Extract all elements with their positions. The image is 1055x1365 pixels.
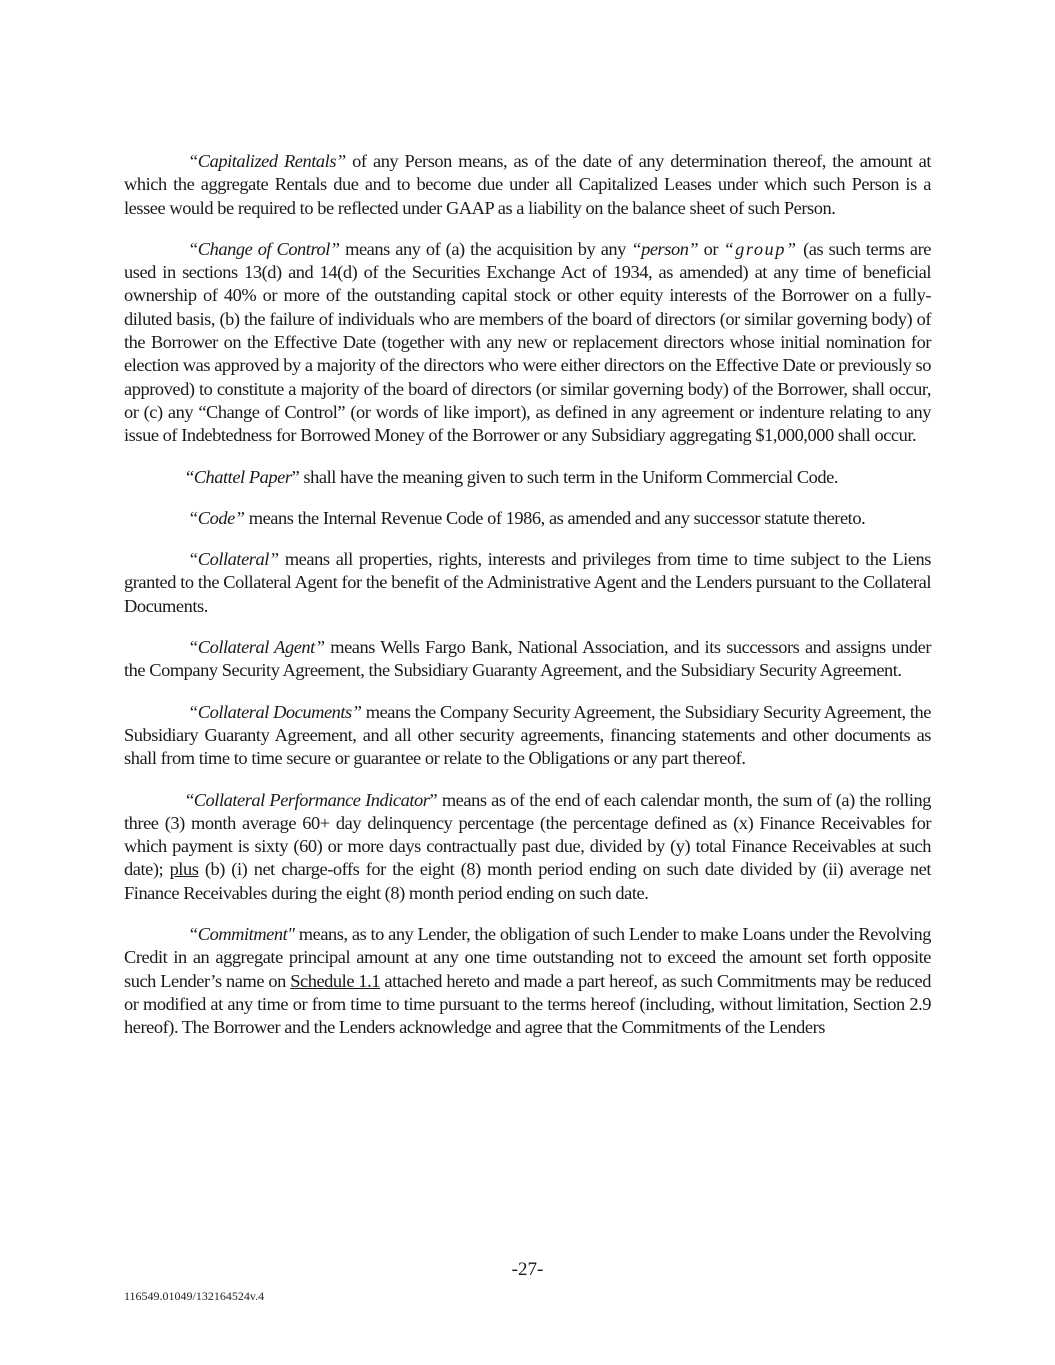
page-number: -27- [511,1259,544,1280]
defined-term: “Commitment" [188,924,295,945]
definition-code [124,507,931,530]
document-body [124,150,931,1058]
defined-term: “Collateral” [188,549,279,570]
definition-text: means the Company Security Agreement, the Subsidiary Security Agreement, the Subsidiary Guaranty Agreement, and all other security agreements, financing statements and other documents as shall from time to time secure or guarantee or relate to the Obligations or any part thereof. [124,701,931,769]
definition-collateral-performance-indicator [124,789,931,905]
definition-collateral [124,548,931,618]
defined-term: “Capitalized Rentals” [188,151,346,171]
definition-text: attached hereto and made a part hereof, as such Commitments may be reduced or modified at any time or from time to time pursuant to the terms hereof (including, without limitation, Section 2.9 hereof). The Borrower and the Lenders acknowledge and agree that the Commitments of the Lenders [124,970,931,1038]
quoted-term-group: “group” [723,238,798,259]
definition-text: (b) (i) net charge-offs for the eight (8) month period ending on such date divided by (ii) average net Finance Receivables during the eight (8) month period ending on such date. [124,859,931,903]
definition-collateral-agent [124,636,931,683]
defined-term: “Change of Control” [188,238,340,259]
definition-chattel-paper [124,466,931,489]
open-quote: “ [186,789,194,810]
definition-text: means, as to any Lender, the obligation of such Lender to make Loans under the Revolving Credit in an aggregate principal amount at any one time outstanding not to exceed the amount set forth opposite such Lender’s name on [124,924,931,991]
definition-text: (as such terms are used in sections 13(d) and 14(d) of the Securities Exchange Act of 1934, as amended) at any time of beneficial ownership of 40% or more of the outstanding capital stock or other equity interests of the Borrower on a fully-diluted basis, (b) the failure of individuals who are members of the board of directors (or similar governing body) of the Borrower on the Effective Date (together with any new or replacement directors whose initial nomination for election was approved by a majority of the directors who were either directors on the Effective Date or previously so approved) to constitute a majority of the board of directors (or similar governing body) of the Borrower, shall occur, or (c) any “Change of Control” (or words of like import), as defined in any agreement or indenture relating to any issue of Indebtedness for Borrowed Money of the Borrower or any Subsidiary aggregating $1,000,000 shall occur. [124,238,931,446]
definition-text: means all properties, rights, interests and privileges from time to time subject to the Liens granted to the Collateral Agent for the benefit of the Administrative Agent and the Lenders pursuant to the Collateral Documents. [124,549,931,616]
definition-text: means the Internal Revenue Code of 1986, as amended and any successor statute thereto. [244,507,866,528]
definition-text: or [698,238,724,259]
definition-commitment [124,923,931,1039]
defined-term: “Collateral Agent” [188,637,325,658]
defined-term: “Collateral Documents” [188,701,362,722]
definition-text: ” means as of the end of each calendar month, the sum of (a) the rolling three (3) month average 60+ day delinquency percentage (the percentage defined as (x) Finance Receivables for which payment is sixty (60) or more days contractually past due, divided by (y) total Finance Receivables at such date); [124,789,931,880]
underlined-word-plus: plus [169,859,199,880]
open-quote: “ [186,466,194,487]
document-id: 116549.01049/132164524v.4 [124,1289,265,1303]
definition-capitalized-rentals [124,150,931,220]
definition-text: means any of (a) the acquisition by any [339,238,632,259]
definition-text: means Wells Fargo Bank, National Association, and its successors and assigns under the Company Security Agreement, the Subsidiary Guaranty Agreement, and the Subsidiary Security Agreement. [124,637,931,681]
defined-term: “Code” [188,507,245,528]
definition-change-of-control [124,238,931,448]
definition-text: of any Person means, as of the date of any determination thereof, the amount at which the aggregate Rentals due and to become due under all Capitalized Leases under which such Person is a lessee would be required to be reflected under GAAP as a liability on the balance sheet of such Person. [124,151,931,218]
defined-term: Chattel Paper [193,466,292,487]
quoted-term-person: “person” [631,238,699,259]
defined-term: Collateral Performance Indicator [193,789,430,810]
definition-text: ” shall have the meaning given to such term in the Uniform Commercial Code. [291,466,838,487]
definition-collateral-documents [124,701,931,771]
schedule-reference-link: Schedule 1.1 [290,970,381,991]
